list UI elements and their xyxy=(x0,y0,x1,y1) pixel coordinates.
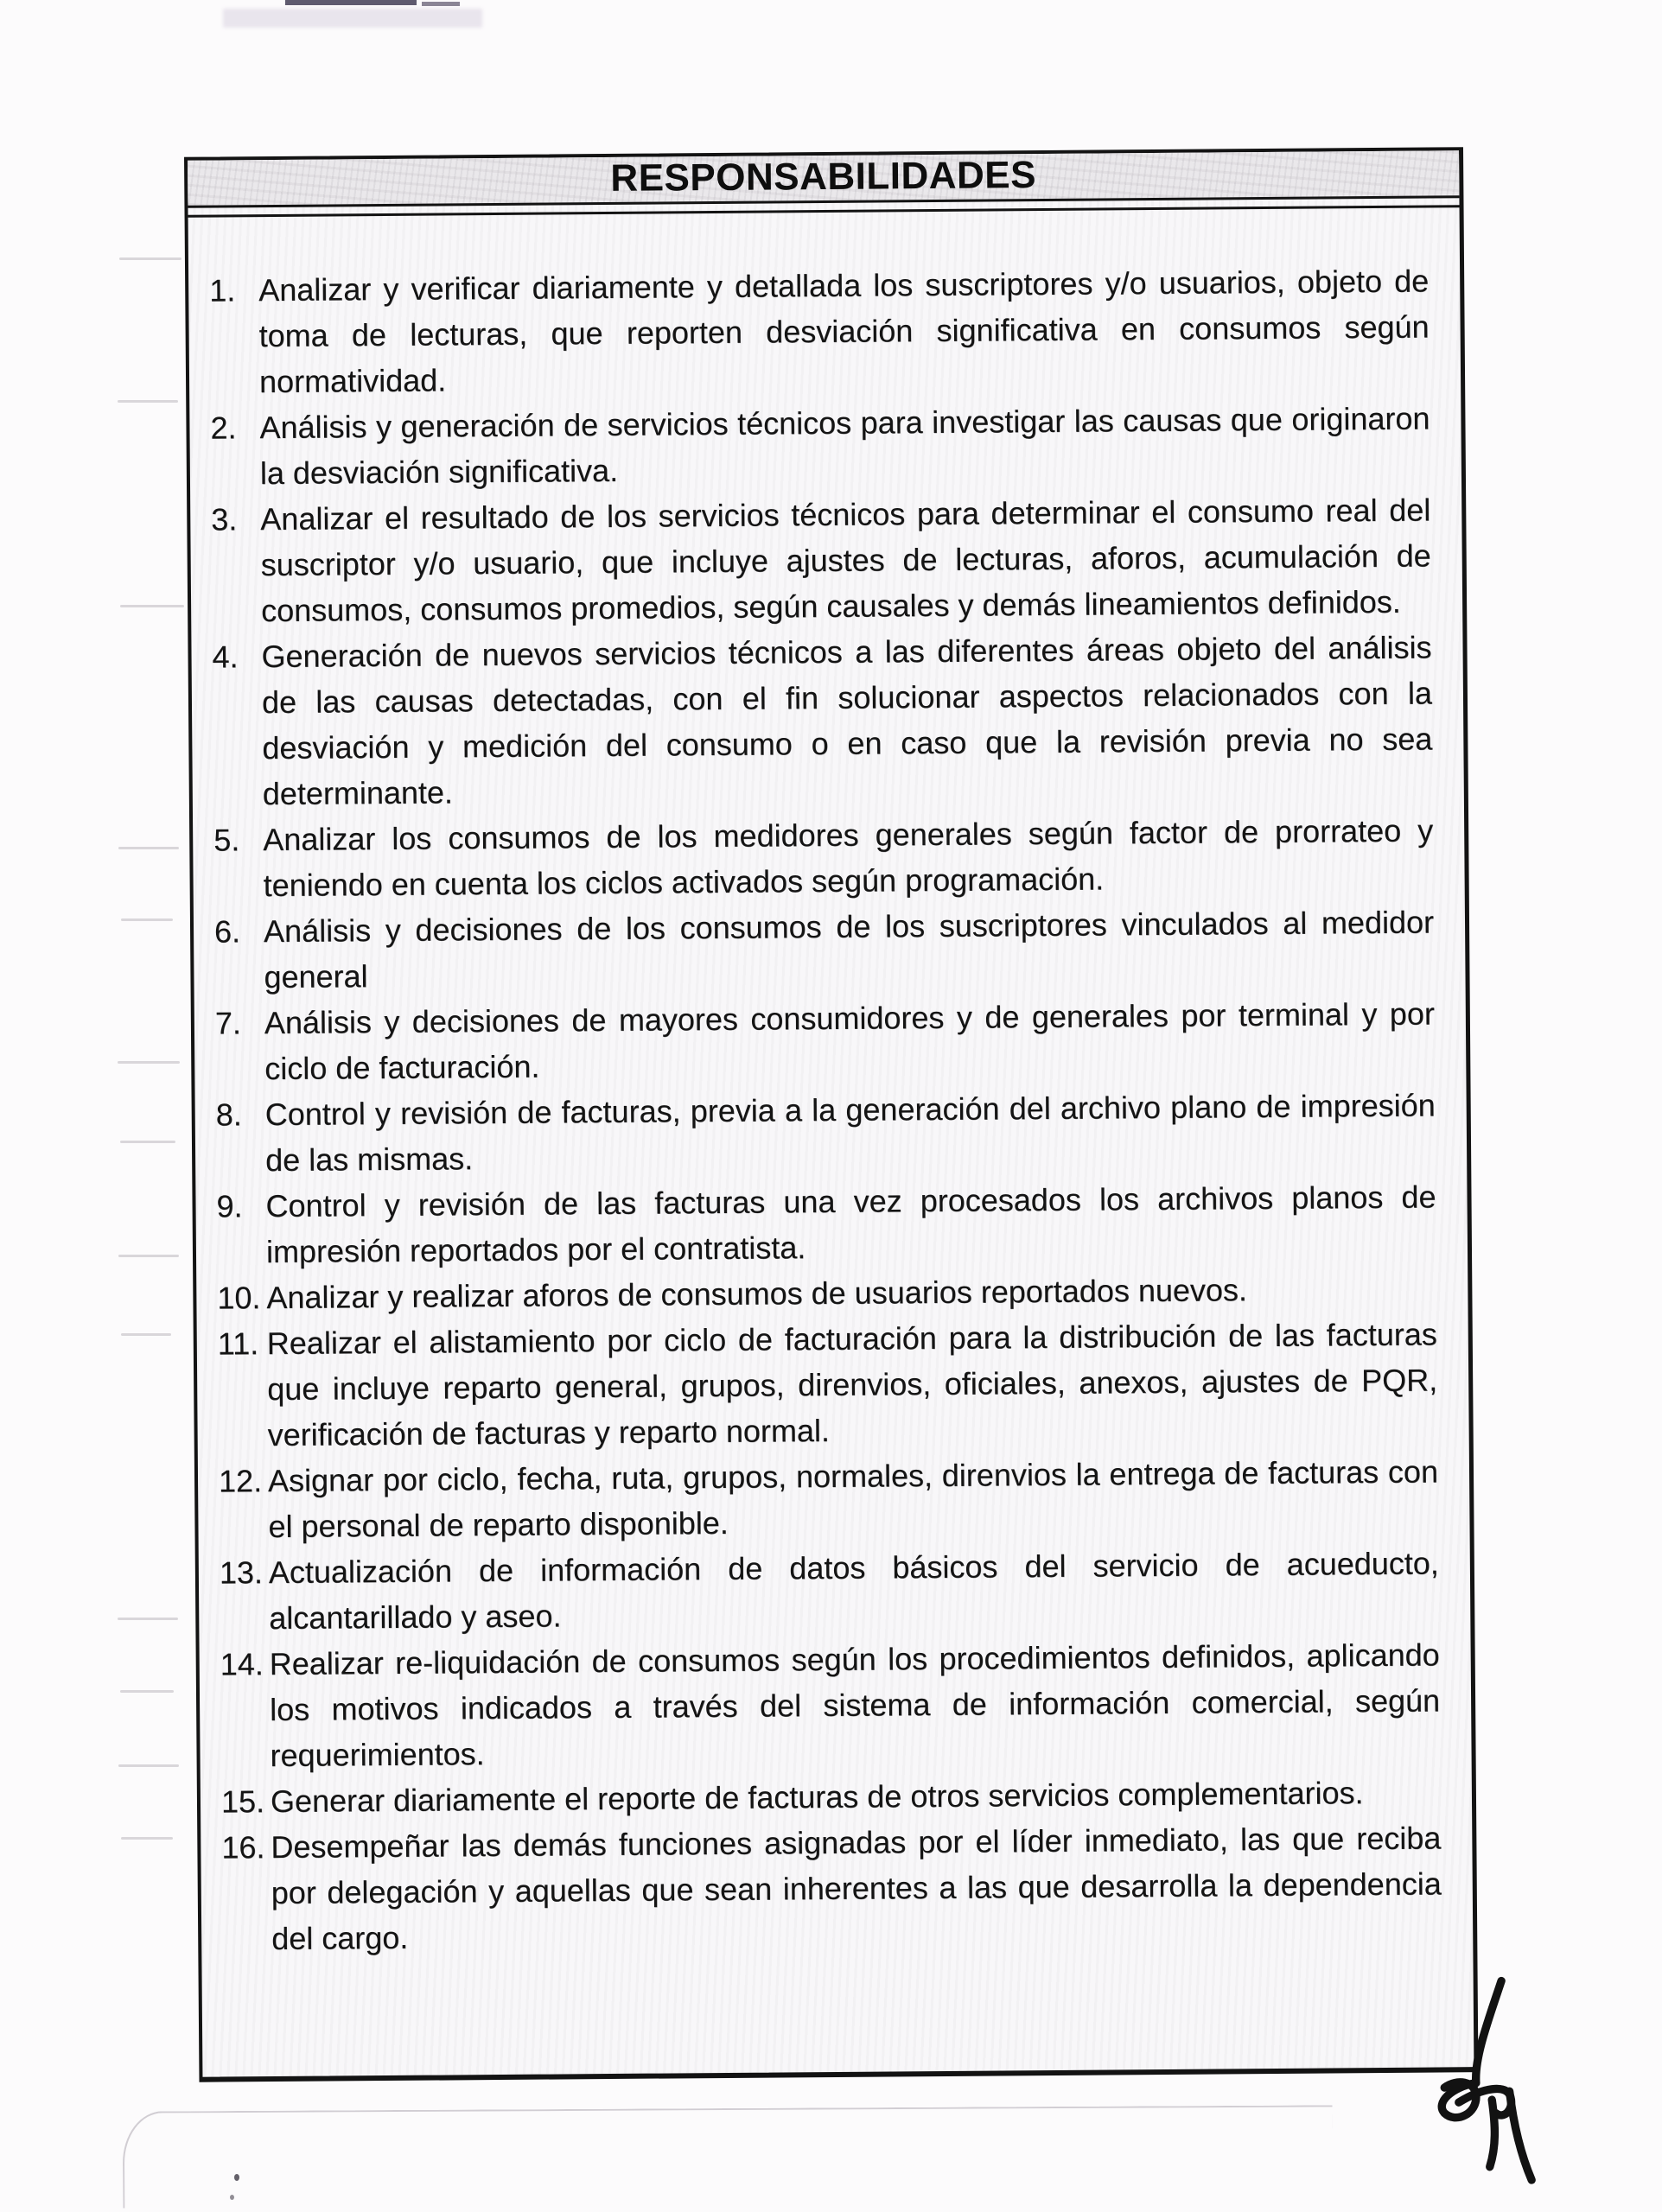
list-item xyxy=(218,1311,1438,1458)
scan-artifact xyxy=(234,2174,239,2181)
list-item xyxy=(216,1082,1436,1183)
item-number: 13. xyxy=(219,1554,264,1591)
item-text: Análisis y generación de servicios técnicos para investigar las causas que originaron la desviación significativa. xyxy=(259,400,1430,492)
list-item xyxy=(209,258,1430,405)
list-item xyxy=(211,486,1431,633)
item-text: Realizar re-liquidación de consumos según los procedimientos definidos, aplicando los motivos indicados a través del sistema de información comercial, según requerimientos. xyxy=(269,1637,1441,1774)
item-number: 15. xyxy=(220,1783,265,1820)
item-number: 12. xyxy=(218,1463,263,1499)
item-text: Analizar y realizar aforos de consumos de usuarios reportados nuevos. xyxy=(266,1272,1248,1316)
item-text: Control y revisión de facturas, previa a la generación del archivo plano de impresión de las mismas. xyxy=(264,1087,1436,1179)
scan-artifact xyxy=(119,257,181,260)
scan-artifact xyxy=(118,400,178,403)
item-text: Actualización de información de datos básicos del servicio de acueducto, alcantarillado y aseo. xyxy=(268,1545,1440,1637)
list-item xyxy=(220,1631,1441,1778)
item-text: Realizar el alistamiento por ciclo de facturación para la distribución de las facturas que incluye reparto general, grupos, direnvios, oficiales, anexos, ajustes de PQR, verificación de facturas y reparto normal. xyxy=(266,1316,1438,1453)
item-text: Generación de nuevos servicios técnicos a las diferentes áreas objeto del análisis de las causas detectadas, con el fin solucionar aspectos relacionados con la desviación y medición del consumo o en caso que la revisión previa no sea determinante. xyxy=(261,629,1433,812)
item-number: 9. xyxy=(216,1188,243,1224)
item-number: 4. xyxy=(212,639,239,675)
item-number: 8. xyxy=(215,1096,242,1133)
item-text: Generar diariamente el reporte de facturas de otros servicios complementarios. xyxy=(270,1775,1364,1820)
scan-artifact xyxy=(121,1333,171,1336)
list-item xyxy=(219,1448,1439,1549)
scan-artifact xyxy=(223,9,482,28)
item-text: Desempeñar las demás funciones asignadas por el líder inmediato, las que reciba por delegación y aquellas que sean inherentes a las que desarrolla la dependencia del cargo. xyxy=(271,1820,1442,1957)
item-text: Control y revisión de las facturas una vez procesados los archivos planos de impresión reportados por el contratista. xyxy=(265,1179,1436,1270)
signature-mark xyxy=(1417,1966,1582,2190)
scan-artifact xyxy=(285,0,417,5)
section-title: RESPONSABILIDADES xyxy=(610,154,1037,200)
item-number: 14. xyxy=(220,1646,264,1682)
list-item xyxy=(213,807,1434,908)
item-number: 10. xyxy=(217,1280,261,1316)
item-number: 2. xyxy=(210,410,237,446)
list-item xyxy=(220,1540,1440,1641)
responsibilities-section xyxy=(184,147,1478,2082)
item-number: 7. xyxy=(214,1005,242,1041)
scan-artifact xyxy=(120,1690,174,1693)
item-number: 1. xyxy=(209,272,236,308)
scan-artifact xyxy=(121,1837,173,1840)
scan-artifact xyxy=(118,1061,180,1064)
item-number: 11. xyxy=(217,1325,259,1362)
list-item xyxy=(212,624,1433,817)
item-text: Análisis y decisiones de los consumos de los suscriptores vinculados al medidor general xyxy=(263,904,1435,995)
list-item xyxy=(210,396,1430,497)
list-item xyxy=(221,1815,1442,1961)
scan-artifact xyxy=(120,605,184,607)
list-item xyxy=(214,899,1435,1000)
scan-artifact xyxy=(118,1255,179,1257)
scan-artifact xyxy=(118,847,179,849)
item-number: 6. xyxy=(213,913,241,950)
list-item xyxy=(215,990,1436,1091)
list-item xyxy=(216,1173,1436,1274)
item-text: Análisis y decisiones de mayores consumidores y de generales por terminal y por ciclo de facturación. xyxy=(264,995,1436,1087)
scan-artifact xyxy=(118,1764,179,1767)
scan-artifact xyxy=(422,2,460,6)
item-number: 3. xyxy=(211,501,238,537)
scan-artifact xyxy=(230,2195,234,2200)
scan-artifact xyxy=(121,918,173,921)
responsibilities-list xyxy=(188,205,1474,1961)
item-text: Analizar y verificar diariamente y detallada los suscriptores y/o usuarios, objeto de toma de lecturas, que reporten desviación significativa en consumos según normatividad. xyxy=(258,263,1430,400)
scan-artifact xyxy=(120,1141,175,1143)
scan-artifact xyxy=(118,1618,178,1620)
item-number: 16. xyxy=(221,1829,265,1866)
item-number: 5. xyxy=(213,822,240,858)
item-text: Analizar los consumos de los medidores generales según factor de prorrateo y teniendo en cuenta los ciclos activados según programación. xyxy=(263,812,1434,904)
item-text: Asignar por ciclo, fecha, ruta, grupos, normales, direnvios la entrega de facturas con el personal de reparto disponible. xyxy=(267,1453,1439,1545)
item-text: Analizar el resultado de los servicios técnicos para determinar el consumo real del suscriptor y/o usuario, que incluye ajustes de lecturas, aforos, acumulación de consumos, consumos promedios, según causales y demás lineamientos definidos. xyxy=(260,492,1431,629)
scan-artifact xyxy=(123,2105,1334,2208)
section-header xyxy=(188,150,1459,208)
